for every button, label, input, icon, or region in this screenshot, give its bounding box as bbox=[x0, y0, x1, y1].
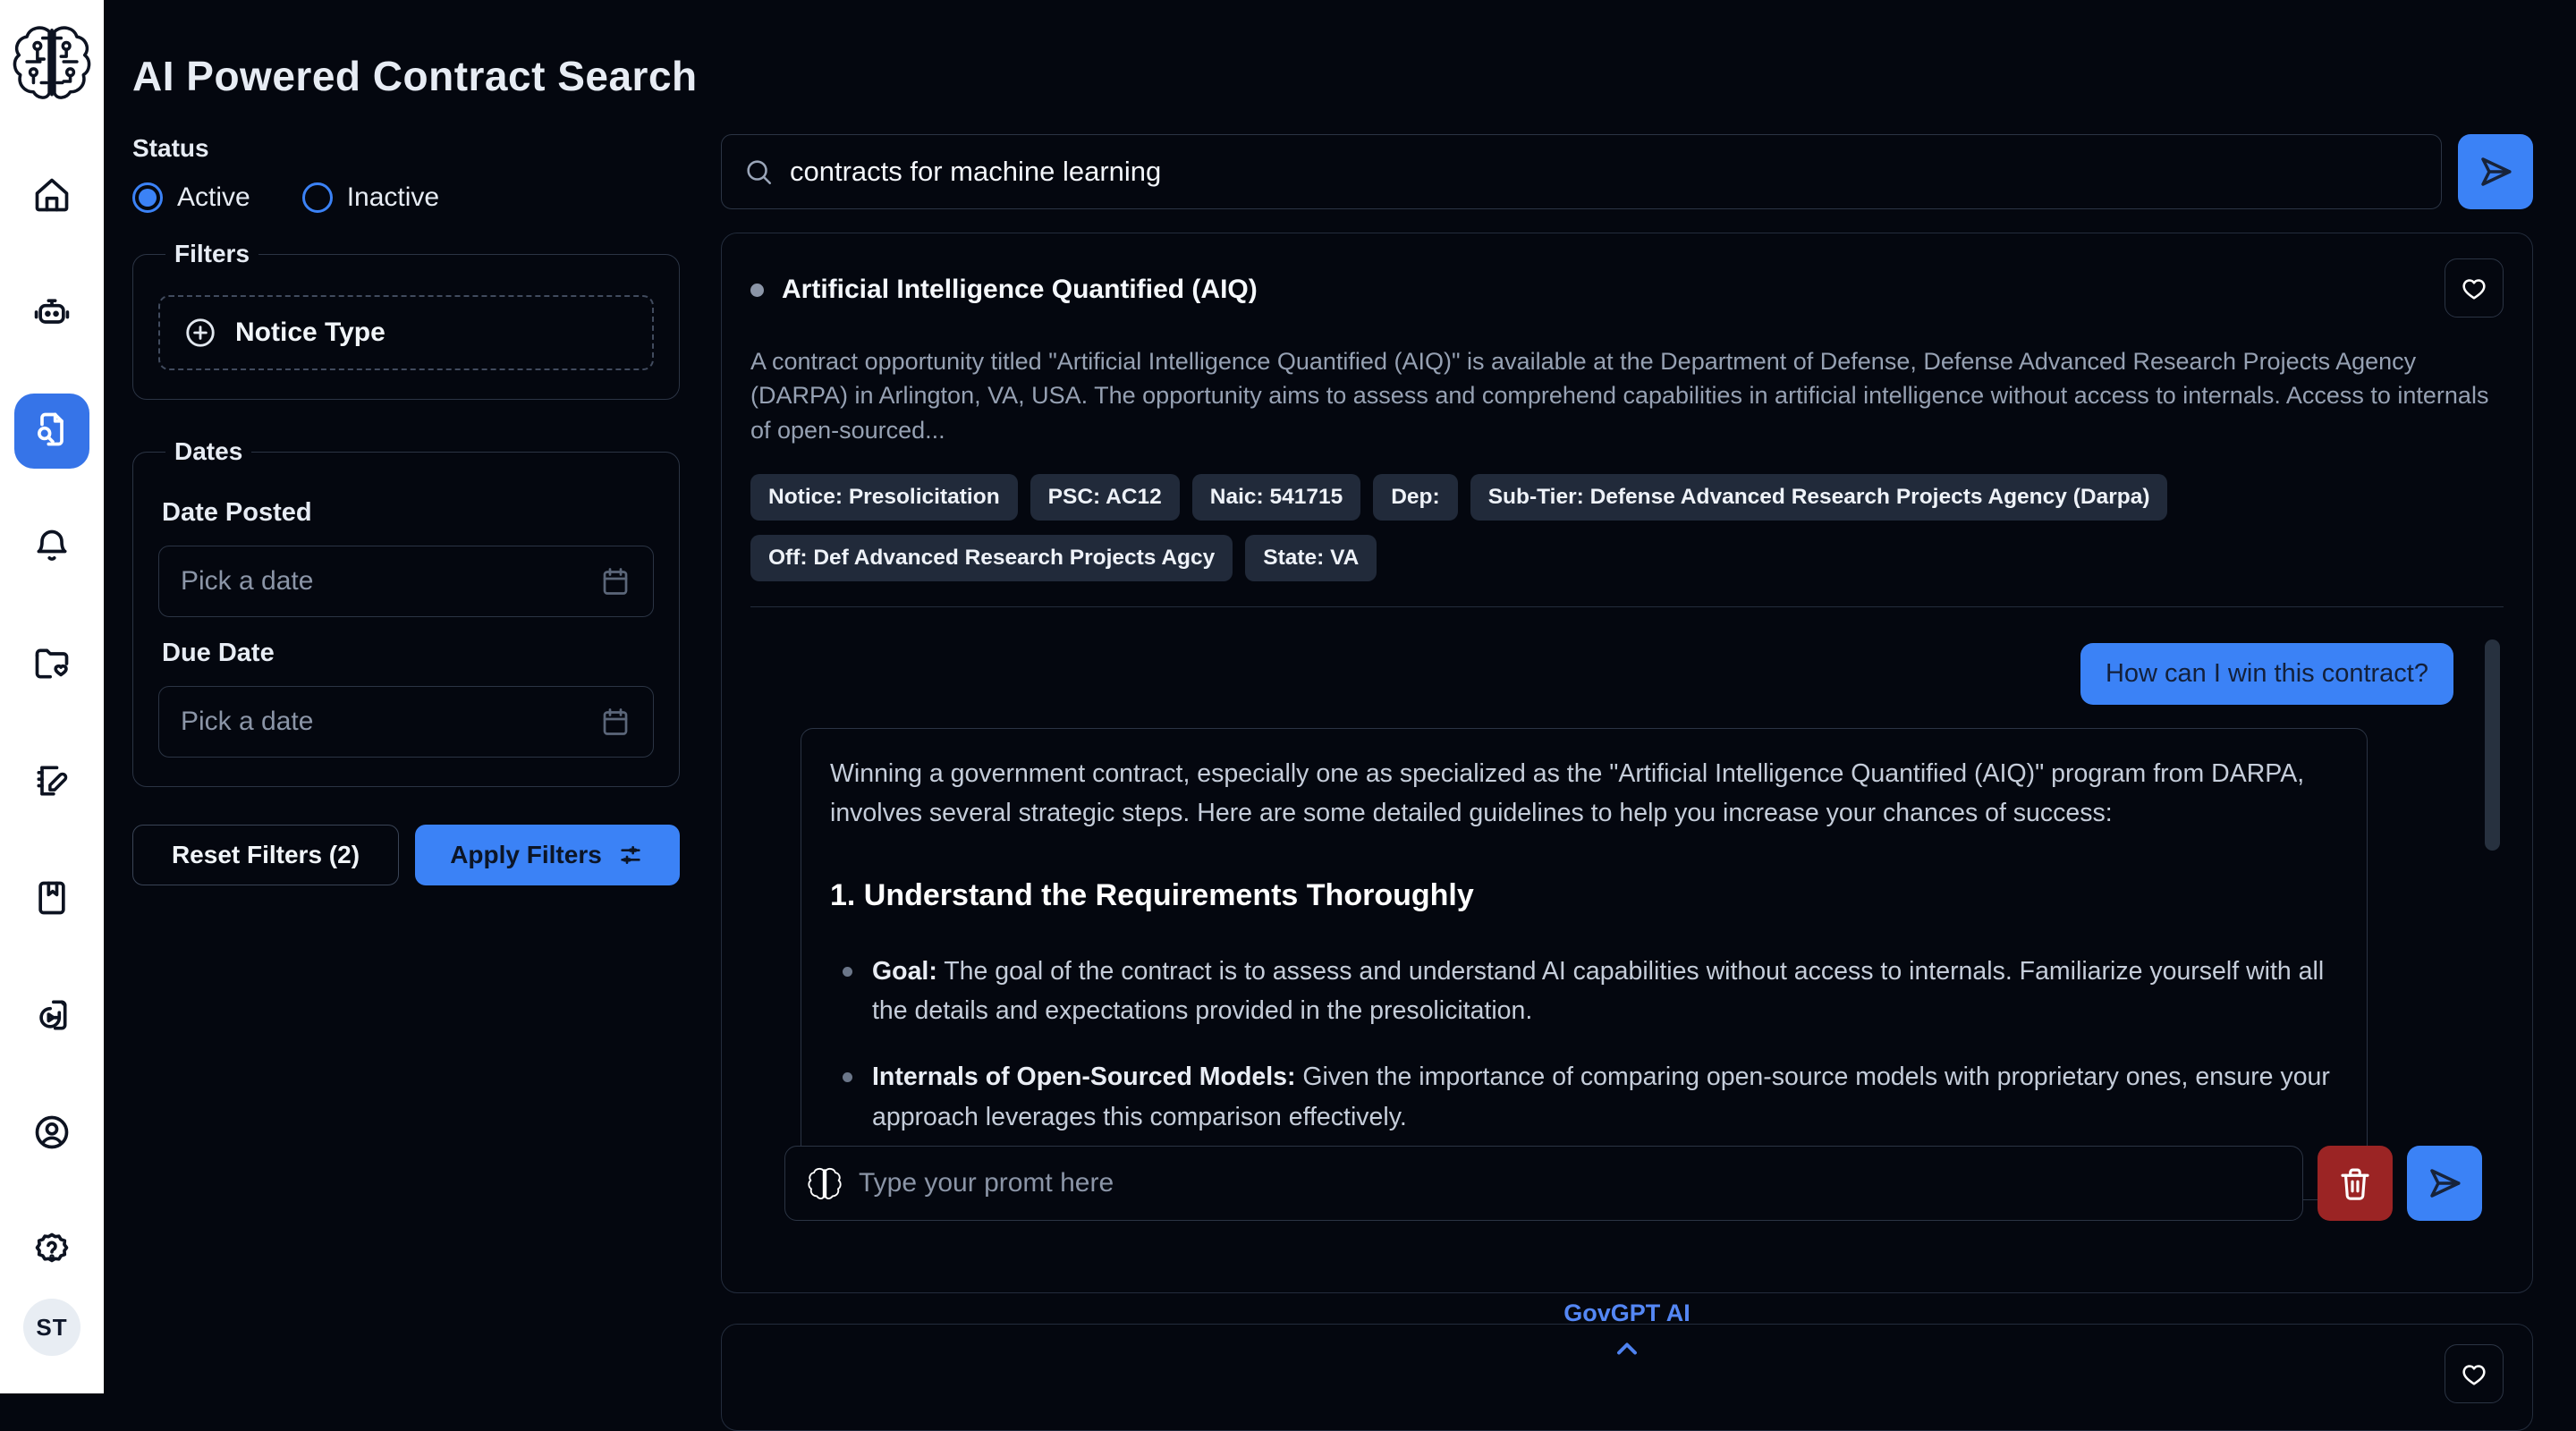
result-title: Artificial Intelligence Quantified (AIQ) bbox=[782, 275, 1258, 305]
chat-scrollbar[interactable] bbox=[2485, 639, 2500, 851]
sidebar-item-notes[interactable] bbox=[14, 745, 89, 820]
clear-chat-button[interactable] bbox=[2318, 1146, 2393, 1221]
radio-icon bbox=[132, 182, 163, 213]
sidebar-nav bbox=[14, 159, 89, 1289]
trash-icon bbox=[2336, 1164, 2374, 1202]
ai-section1-heading: 1. Understand the Requirements Thoroughly bbox=[830, 872, 2338, 919]
heart-icon bbox=[2459, 273, 2489, 303]
search-input[interactable] bbox=[790, 156, 2419, 188]
govgpt-label: GovGPT AI bbox=[722, 1300, 2532, 1327]
user-chat-bubble: How can I win this contract? bbox=[2080, 643, 2453, 705]
chat-input-row bbox=[784, 1146, 2482, 1221]
home-icon bbox=[32, 175, 72, 219]
file-media-icon bbox=[32, 995, 72, 1039]
apply-filters-button[interactable] bbox=[415, 825, 680, 885]
calendar-icon[interactable] bbox=[599, 706, 631, 738]
results-panel bbox=[721, 134, 2533, 1431]
search-icon bbox=[743, 157, 774, 187]
folder-heart-icon bbox=[32, 644, 72, 688]
ai-bullet-list bbox=[830, 952, 2338, 1137]
status-radio-group bbox=[132, 182, 680, 213]
sidebar-item-home[interactable] bbox=[14, 159, 89, 234]
due-date-label: Due Date bbox=[162, 639, 650, 668]
main-area bbox=[104, 0, 2576, 1393]
ai-response bbox=[801, 728, 2368, 1200]
tag: PSC: AC12 bbox=[1030, 474, 1180, 521]
tag: Off: Def Advanced Research Projects Agcy bbox=[750, 535, 1233, 581]
search-box bbox=[721, 134, 2442, 209]
send-icon bbox=[2477, 153, 2514, 191]
status-label: Status bbox=[132, 134, 680, 163]
filter-panel bbox=[132, 134, 680, 1431]
date-posted-input[interactable] bbox=[181, 566, 599, 597]
status-radio-active[interactable] bbox=[132, 182, 250, 213]
calendar-icon[interactable] bbox=[599, 565, 631, 597]
notebook-pen-icon bbox=[32, 761, 72, 805]
filters-legend: Filters bbox=[165, 240, 258, 268]
reset-filters-button[interactable]: Reset Filters (2) bbox=[132, 825, 399, 885]
result-card bbox=[721, 233, 2533, 1293]
circle-plus-icon bbox=[183, 316, 217, 350]
ai-bullet: Goal: The goal of the contract is to assess and understand AI capabilities without access to internals. Familiarize yourself with all the details and expectations provided in the presolicitation. bbox=[830, 952, 2338, 1030]
book-bookmark-icon bbox=[32, 878, 72, 922]
page-title: AI Powered Contract Search bbox=[132, 52, 2533, 100]
chat-window bbox=[750, 607, 2504, 1244]
sidebar bbox=[0, 0, 104, 1393]
sidebar-item-help[interactable] bbox=[14, 1214, 89, 1289]
bell-icon bbox=[32, 527, 72, 571]
user-circle-icon bbox=[32, 1113, 72, 1156]
dates-fieldset bbox=[132, 437, 680, 787]
sidebar-item-profile[interactable] bbox=[14, 1097, 89, 1172]
status-dot bbox=[750, 284, 764, 297]
result-card-partial bbox=[721, 1324, 2533, 1431]
due-date-input[interactable] bbox=[181, 707, 599, 737]
tag: Naic: 541715 bbox=[1192, 474, 1360, 521]
sidebar-item-library[interactable] bbox=[14, 862, 89, 937]
brain-logo-icon bbox=[10, 20, 94, 104]
tag: Dep: bbox=[1373, 474, 1457, 521]
tag: Sub-Tier: Defense Advanced Research Projects Agency (Darpa) bbox=[1470, 474, 2168, 521]
date-posted-label: Date Posted bbox=[162, 498, 650, 528]
user-avatar[interactable]: ST bbox=[23, 1299, 80, 1356]
bullet-dot bbox=[843, 967, 852, 977]
favorite-button[interactable] bbox=[2445, 1344, 2504, 1403]
notice-type-label: Notice Type bbox=[235, 318, 386, 348]
favorite-button[interactable] bbox=[2445, 258, 2504, 318]
radio-label: Inactive bbox=[347, 182, 439, 213]
sidebar-item-contract-search[interactable] bbox=[14, 394, 89, 469]
ai-bullet: Internals of Open-Sourced Models: Given the importance of comparing open-source models with proprietary ones, ensure your approach leverages this comparison effectively. bbox=[830, 1057, 2338, 1136]
status-radio-inactive[interactable] bbox=[302, 182, 439, 213]
due-date-input-wrap bbox=[158, 686, 654, 758]
bot-icon bbox=[32, 292, 72, 336]
tag: Notice: Presolicitation bbox=[750, 474, 1018, 521]
notice-type-button[interactable] bbox=[158, 295, 654, 370]
send-icon bbox=[2426, 1164, 2463, 1202]
sidebar-item-assistant[interactable] bbox=[14, 276, 89, 351]
search-submit-button[interactable] bbox=[2458, 134, 2533, 209]
chat-input-wrap bbox=[784, 1146, 2303, 1221]
filters-fieldset bbox=[132, 240, 680, 400]
brain-icon bbox=[807, 1165, 843, 1201]
dates-legend: Dates bbox=[165, 437, 251, 466]
chat-send-button[interactable] bbox=[2407, 1146, 2482, 1221]
bullet-dot bbox=[843, 1072, 852, 1082]
sidebar-item-favorites[interactable] bbox=[14, 628, 89, 703]
sidebar-item-media-files[interactable] bbox=[14, 979, 89, 1054]
help-icon bbox=[32, 1230, 72, 1274]
sliders-icon bbox=[616, 841, 645, 869]
result-description: A contract opportunity titled "Artificial Intelligence Quantified (AIQ)" is available at the Department of Defense, Defense Advanced Research Projects Agency (DARPA) in Arlington, VA, USA. The opportunity aims to assess and comprehend capabilities in artificial intelligence without access to internals. Access to internals of open-sourced... bbox=[750, 344, 2504, 447]
document-search-icon bbox=[32, 410, 72, 453]
tag-list bbox=[750, 474, 2217, 581]
radio-icon bbox=[302, 182, 333, 213]
heart-icon bbox=[2459, 1359, 2489, 1389]
radio-label: Active bbox=[177, 182, 250, 213]
sidebar-item-notifications[interactable] bbox=[14, 511, 89, 586]
ai-intro: Winning a government contract, especially one as specialized as the "Artificial Intelligence Quantified (AIQ)" program from DARPA, involves several strategic steps. Here are some detailed guidelines to help you increase your chances of success: bbox=[830, 754, 2338, 833]
tag: State: VA bbox=[1245, 535, 1377, 581]
apply-filters-label: Apply Filters bbox=[450, 841, 602, 869]
chat-prompt-input[interactable] bbox=[859, 1168, 2281, 1198]
date-posted-input-wrap bbox=[158, 546, 654, 617]
